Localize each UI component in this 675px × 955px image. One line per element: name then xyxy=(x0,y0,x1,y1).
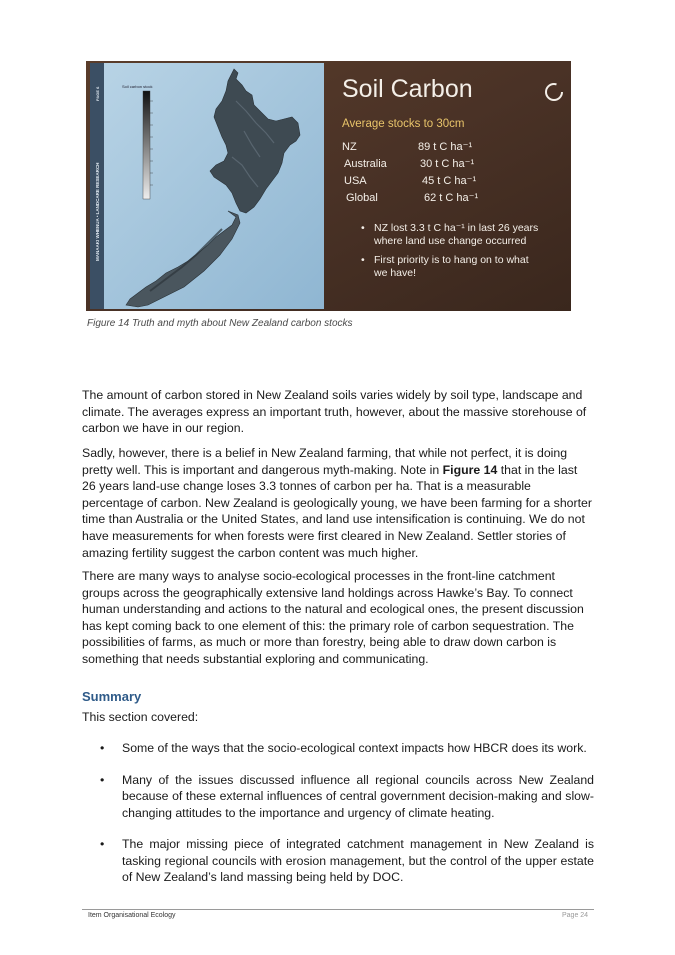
footer-item-label: Item Organisational Ecology xyxy=(88,912,176,919)
stock-region-nz: NZ xyxy=(342,141,357,153)
soil-carbon-slide xyxy=(86,61,571,311)
stock-region-usa: USA xyxy=(344,175,367,187)
summary-bullet-item xyxy=(100,772,594,822)
figure-caption: Figure 14 Truth and myth about New Zealand carbon stocks xyxy=(87,318,353,329)
stock-region-global: Global xyxy=(346,192,378,204)
map-legend-title: Soil carbon stock xyxy=(122,84,153,89)
summary-heading: Summary xyxy=(82,689,142,704)
summary-intro: This section covered: xyxy=(82,710,199,724)
stock-value-global: 62 t C ha⁻¹ xyxy=(424,192,479,204)
summary-bullet-text: The major missing piece of integrated catchment management in New Zealand is tasking regional councils with erosion management, but the control of the upper estate of New Zealand’s land massing being held by DOC. xyxy=(122,837,594,884)
slide-title: Soil Carbon xyxy=(342,75,473,103)
paragraph-carbon-storage: The amount of carbon stored in New Zealand soils varies widely by soil type, landscape and climate. The averages express an important truth, however, about the massive storehouse of carbon we have in our region. xyxy=(82,388,587,436)
stock-value-usa: 45 t C ha⁻¹ xyxy=(422,175,477,187)
map-page-text: PAGE 6 xyxy=(95,86,100,101)
slide-bullet-dot: • xyxy=(361,222,365,234)
stock-value-australia: 30 t C ha⁻¹ xyxy=(420,158,475,170)
figure-reference: Figure 14 xyxy=(442,462,498,477)
map-panel xyxy=(90,63,324,309)
slide-bullet1-line1: NZ lost 3.3 t C ha⁻¹ in last 26 years xyxy=(374,222,539,234)
bullet-dot: • xyxy=(100,837,105,851)
map-legend-bar xyxy=(143,91,150,199)
slide-bullet1-line2: where land use change occurred xyxy=(374,235,527,247)
bullet-dot: • xyxy=(100,741,105,755)
paragraph-socio-ecological: There are many ways to analyse socio-ecological processes in the front-line catchment groups across the geographically extensive land holdings across Hawke’s Bay. To connect human understanding and actions to the natural and ecological ones, the present discussion has kept coming back to one element of this: the primary role of carbon sequestration. The possibilities of farms, as much or more than forestry, being able to draw down carbon is something that needs substantial exploring and communicating. xyxy=(82,569,584,666)
slide-bullet2-line2: we have! xyxy=(374,267,417,279)
paragraph-farming-myth-start: Sadly, however, there is a belief in New Zealand farming, that while not perfect, it is doing pretty well. This is important and dangerous myth-making. Note in xyxy=(82,446,568,477)
summary-bullet-list xyxy=(100,740,594,901)
stock-region-australia: Australia xyxy=(344,158,387,170)
summary-bullet-item xyxy=(100,740,594,757)
footer-divider xyxy=(82,909,594,910)
summary-bullet-text: Some of the ways that the socio-ecological context impacts how HBCR does its work. xyxy=(122,741,587,755)
slide-bullet2-line1: First priority is to hang on to what xyxy=(374,254,529,266)
paragraph-farming-myth xyxy=(82,445,594,561)
slide-subtitle: Average stocks to 30cm xyxy=(342,118,465,130)
summary-bullet-item xyxy=(100,836,594,886)
stock-value-nz: 89 t C ha⁻¹ xyxy=(418,141,473,153)
bullet-dot: • xyxy=(100,772,105,787)
slide-bullet-dot: • xyxy=(361,254,365,266)
map-side-text: MANAAKI WHENUA • LANDCARE RESEARCH xyxy=(95,162,100,261)
paragraph-farming-myth-end: that in the last 26 years land-use change loses 3.3 tonnes of carbon per ha. That is a measurable percentage of carbon. New Zealand is geologically young, we have been farming for a shorter time than Australia or the United States, and land use intensification is continuing. We do not have measurements for when forests were first cleared in New Zealand. Settler stories of amazing fertility suggest the carbon content was much higher. xyxy=(82,462,592,560)
footer-page-number: Page 24 xyxy=(562,912,589,919)
summary-bullet-text: Many of the issues discussed influence all regional councils across New Zealand because of these external influences of central government decision-making and slow-changing attitudes to the importance and urgency of climate heating. xyxy=(122,772,594,820)
soil-carbon-figure xyxy=(86,61,571,311)
